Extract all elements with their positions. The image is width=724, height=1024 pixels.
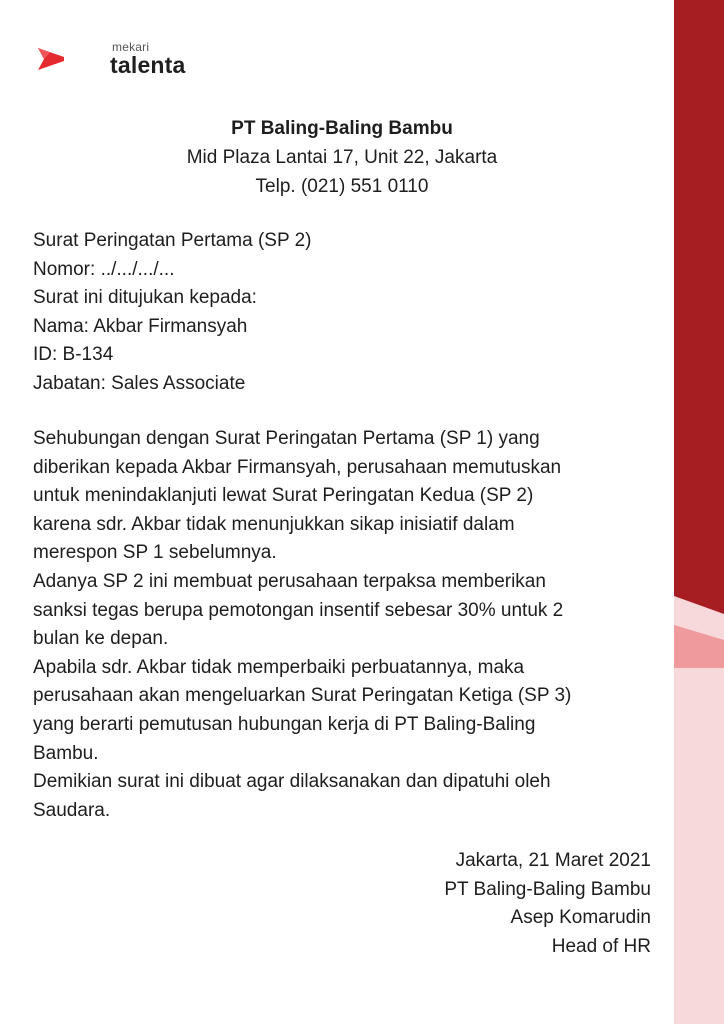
body-line: Bambu. bbox=[33, 742, 99, 764]
company-address: Mid Plaza Lantai 17, Unit 22, Jakarta bbox=[186, 147, 498, 168]
body-line: untuk menindaklanjuti lewat Surat Peringatan Kedua (SP 2) bbox=[33, 485, 534, 507]
body-line: Sehubungan dengan Surat Peringatan Pertama (SP 1) yang bbox=[33, 428, 540, 449]
signature-company: PT Baling-Baling Bambu bbox=[444, 878, 651, 900]
body-line: karena sdr. Akbar tidak menunjukkan sikap inisiatif dalam bbox=[33, 513, 515, 535]
body-line: Saudara. bbox=[33, 799, 111, 821]
mekari-talenta-logo bbox=[36, 38, 196, 82]
letter-title: Surat Peringatan Pertama (SP 2) bbox=[33, 230, 312, 251]
logo-text-mekari: mekari bbox=[112, 40, 150, 54]
body-line: sanksi tegas berupa pemotongan insentif sebesar 30% untuk 2 bbox=[33, 599, 564, 621]
recipient-id: ID: B-134 bbox=[33, 344, 114, 366]
body-line: merespon SP 1 sebelumnya. bbox=[33, 542, 277, 564]
letter-intro bbox=[33, 227, 653, 399]
mekari-talenta-arrow-icon bbox=[36, 44, 66, 74]
letter-number: Nomor: ../.../.../... bbox=[33, 258, 175, 280]
signatory-title: Head of HR bbox=[551, 935, 651, 957]
body-line: diberikan kepada Akbar Firmansyah, perusahaan memutuskan bbox=[33, 456, 562, 478]
logo-text-talenta: talenta bbox=[110, 52, 186, 78]
deco-dark-red-band bbox=[674, 0, 724, 614]
letter-body bbox=[33, 425, 653, 825]
body-line: perusahaan akan mengeluarkan Surat Peringatan Ketiga (SP 3) bbox=[33, 685, 572, 707]
addressed-to: Surat ini ditujukan kepada: bbox=[33, 287, 257, 309]
body-line: Adanya SP 2 ini membuat perusahaan terpaksa memberikan bbox=[33, 570, 546, 592]
recipient-name: Nama: Akbar Firmansyah bbox=[33, 315, 248, 337]
signature-place-date: Jakarta, 21 Maret 2021 bbox=[455, 850, 651, 871]
signature-block bbox=[444, 847, 651, 961]
body-line: bulan ke depan. bbox=[33, 628, 169, 650]
signatory-name: Asep Komarudin bbox=[510, 907, 651, 929]
body-line: Demikian surat ini dibuat agar dilaksanakan dan dipatuhi oleh bbox=[33, 771, 551, 793]
company-phone: Telp. (021) 551 0110 bbox=[255, 176, 429, 197]
company-name: PT Baling-Baling Bambu bbox=[231, 118, 453, 139]
letter-header bbox=[0, 114, 684, 201]
body-line: Apabila sdr. Akbar tidak memperbaiki perbuatannya, maka bbox=[33, 656, 525, 678]
recipient-position: Jabatan: Sales Associate bbox=[33, 372, 246, 394]
body-line: yang berarti pemutusan hubungan kerja di PT Baling-Baling bbox=[33, 713, 536, 735]
